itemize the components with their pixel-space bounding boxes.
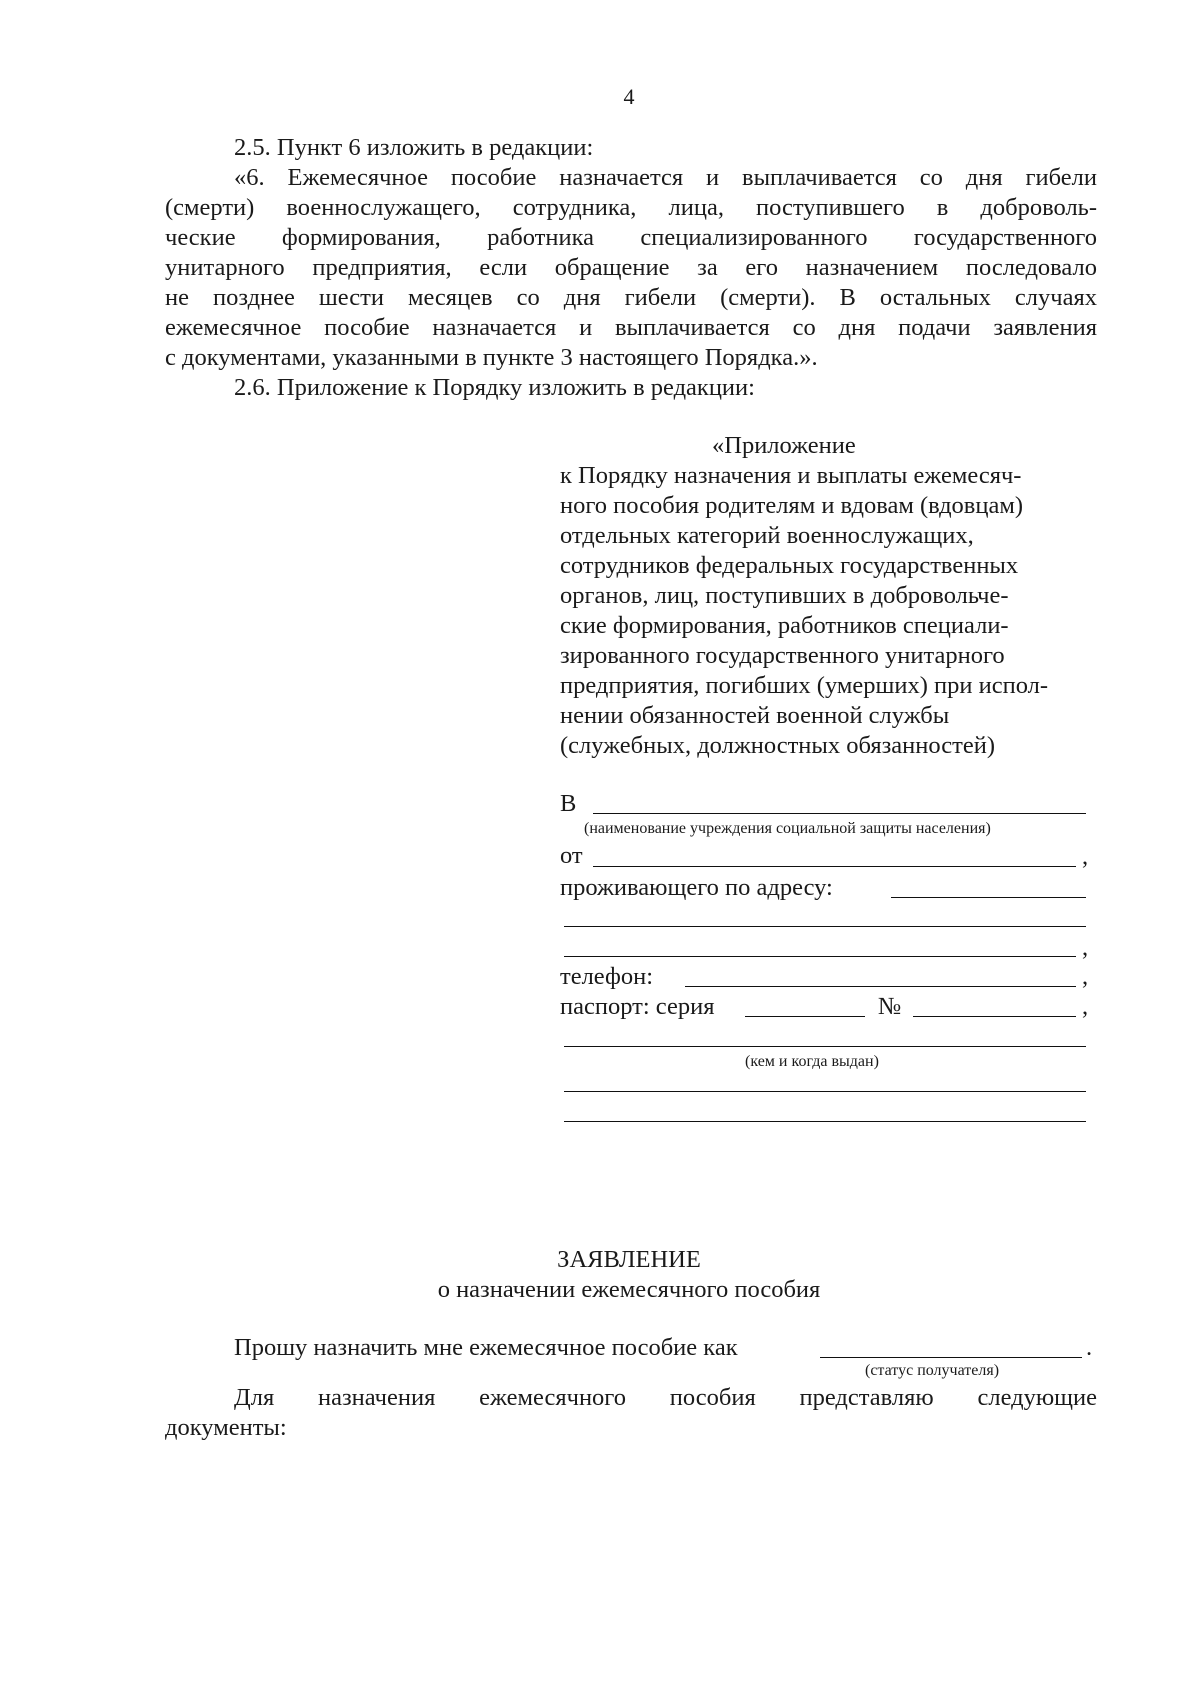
issued-hint: (кем и когда выдан): [745, 1053, 879, 1070]
phone-label: телефон:: [560, 963, 654, 990]
comma: ,: [1082, 843, 1089, 870]
appendix-line: сотрудников федеральных государственных: [560, 552, 1019, 579]
item-2-6: 2.6. Приложение к Порядку изложить в редакции:: [234, 374, 755, 401]
address-field-line-2[interactable]: [564, 926, 1086, 927]
number-sign: №: [878, 993, 902, 1020]
paragraph-6-line: ческие формирования, работника специализированного государственного: [165, 224, 1097, 251]
from-name-field[interactable]: [593, 866, 1076, 867]
to-hint: (наименование учреждения социальной защиты населения): [584, 820, 991, 837]
appendix-line: зированного государственного унитарного: [560, 642, 1005, 669]
paragraph-6-line: с документами, указанными в пункте 3 настоящего Порядка.».: [165, 344, 818, 371]
comma: ,: [1082, 963, 1089, 990]
paragraph-6-line: не позднее шести месяцев со дня гибели (смерти). В остальных случаях: [165, 284, 1097, 311]
to-institution-field[interactable]: [593, 813, 1086, 814]
request-text: Прошу назначить мне ежемесячное пособие как: [234, 1334, 738, 1361]
to-prefix: В: [560, 790, 577, 817]
passport-label: паспорт: серия: [560, 993, 715, 1020]
page-number: 4: [623, 84, 635, 109]
comma: ,: [1082, 993, 1089, 1020]
passport-number-field[interactable]: [913, 1016, 1076, 1017]
extra-field-line-1[interactable]: [564, 1091, 1086, 1092]
paragraph-6-line: «6. Ежемесячное пособие назначается и выплачивается со дня гибели: [234, 164, 1097, 191]
from-prefix: от: [560, 842, 583, 869]
appendix-line: (служебных, должностных обязанностей): [560, 732, 995, 759]
address-field-line-3[interactable]: [564, 956, 1076, 957]
appendix-line: отдельных категорий военнослужащих,: [560, 522, 974, 549]
paragraph-6-line: (смерти) военнослужащего, сотрудника, лица, поступившего в доброволь-: [165, 194, 1097, 221]
appendix-line: нении обязанностей военной службы: [560, 702, 950, 729]
paragraph-6-line: ежемесячное пособие назначается и выплачивается со дня подачи заявления: [165, 314, 1097, 341]
address-label: проживающего по адресу:: [560, 874, 833, 901]
appendix-line: органов, лиц, поступивших в добровольче-: [560, 582, 1009, 609]
extra-field-line-2[interactable]: [564, 1121, 1086, 1122]
statement-subtitle: о назначении ежемесячного пособия: [437, 1276, 821, 1303]
phone-field[interactable]: [685, 986, 1076, 987]
passport-series-field[interactable]: [745, 1016, 865, 1017]
documents-line: документы:: [165, 1414, 287, 1441]
paragraph-6-line: унитарного предприятия, если обращение за его назначением последовало: [165, 254, 1097, 281]
appendix-line: предприятия, погибших (умерших) при испол-: [560, 672, 1049, 699]
appendix-line: ские формирования, работников специали-: [560, 612, 1009, 639]
period: .: [1086, 1334, 1093, 1361]
appendix-line: к Порядку назначения и выплаты ежемесяч-: [560, 462, 1022, 489]
recipient-status-field[interactable]: [820, 1357, 1082, 1358]
statement-title: ЗАЯВЛЕНИЕ: [557, 1246, 701, 1273]
item-2-5: 2.5. Пункт 6 изложить в редакции:: [234, 134, 594, 161]
comma: ,: [1082, 934, 1089, 961]
address-field[interactable]: [891, 897, 1086, 898]
status-hint: (статус получателя): [865, 1362, 1000, 1379]
documents-line: Для назначения ежемесячного пособия представляю следующие: [234, 1384, 1097, 1411]
appendix-title: «Приложение: [712, 432, 856, 459]
appendix-line: ного пособия родителям и вдовам (вдовцам): [560, 492, 1024, 519]
passport-issued-field[interactable]: [564, 1046, 1086, 1047]
